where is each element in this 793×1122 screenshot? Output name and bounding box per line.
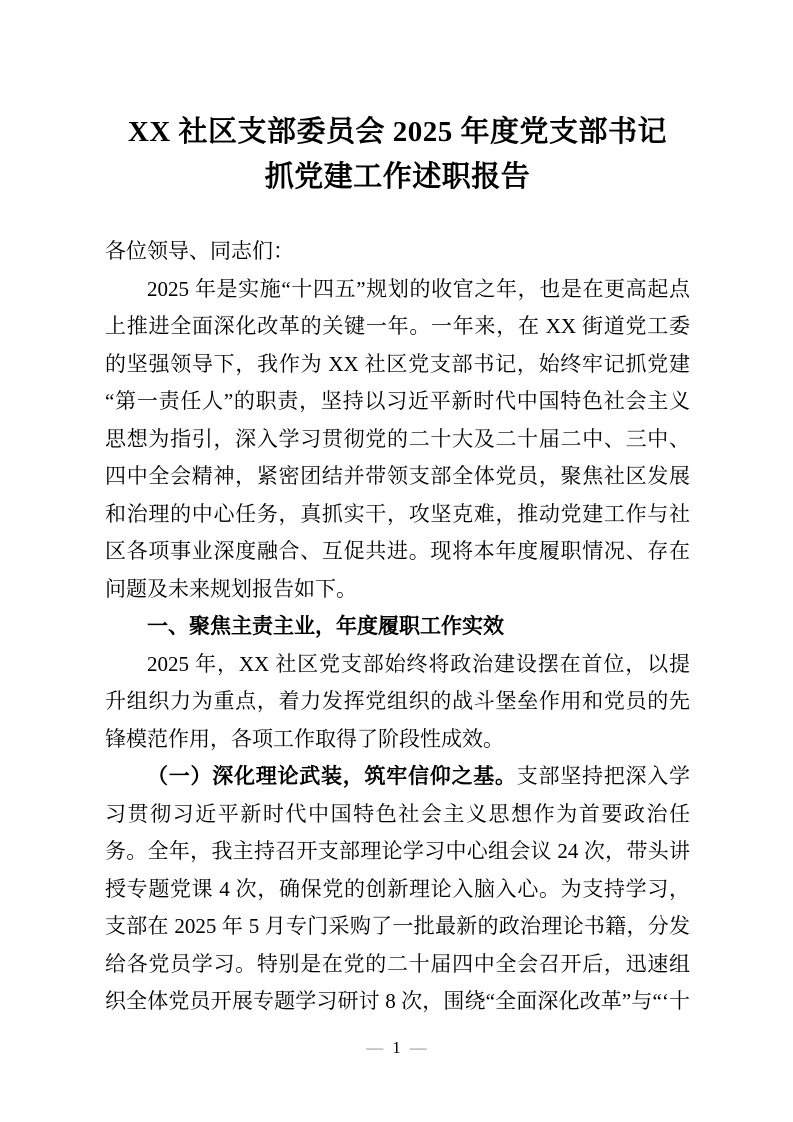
salutation: 各位领导、同志们： [105, 239, 294, 263]
document-content [105, 0, 690, 1021]
paragraph-intro: 2025 年是实施“十四五”规划的收官之年，也是在更高起点上推进全面深化改革的关键一年。一年来，在 XX 街道党工委的坚强领导下，我作为 XX 社区党支部书记，始终牢记抓党建“第一责任人”的职责，坚持以习近平新时代中国特色社会主义思想为指引，深入学习贯彻党的二十大及二十届二中、三中、四中全会精神，紧密团结并带领支部全体党员，聚焦社区发展和治理的中心任务，真抓实干，攻坚克难，推动党建工作与社区各项事业深度融合、互促共进。现将本年度履职情况、存在问题及未来规划报告如下。 [105, 276, 690, 601]
footer-dash-right: — [409, 1038, 427, 1057]
document-title-line2: 抓党建工作述职报告 [264, 161, 531, 193]
subsection-lead-1: （一）深化理论武装，筑牢信仰之基。 [147, 764, 517, 788]
document-title-line1: XX 社区支部委员会 2025 年度党支部书记 [127, 116, 668, 148]
page-number: 1 [392, 1038, 401, 1057]
paragraph-section1-intro: 2025 年，XX 社区党支部始终将政治建设摆在首位，以提升组织力为重点，着力发挥党组织的战斗堡垒作用和党员的先锋模范作用，各项工作取得了阶段性成效。 [105, 651, 690, 751]
subsection-body-1: 支部坚持把深入学习贯彻习近平新时代中国特色社会主义思想作为首要政治任务。全年，我主持召开支部理论学习中心组会议 24 次，带头讲授专题党课 4 次，确保党的创新理论入脑入心。为支持学习，支部在 2025 年 5 月专门采购了一批最新的政治理论书籍，分发给各党员学习。特别是在党的二十届四中全会召开后，迅速组织全体党员开展专题学习研讨 8 次，围绕“全面深化改革”与“‘十 [105, 764, 690, 1013]
document-body [105, 233, 690, 1021]
section-heading-1: 一、聚焦主责主业，年度履职工作实效 [147, 615, 504, 638]
page-footer [0, 1036, 793, 1060]
document-title [105, 0, 690, 200]
footer-dash-left: — [366, 1038, 384, 1057]
paragraph-sub1 [105, 758, 690, 1021]
